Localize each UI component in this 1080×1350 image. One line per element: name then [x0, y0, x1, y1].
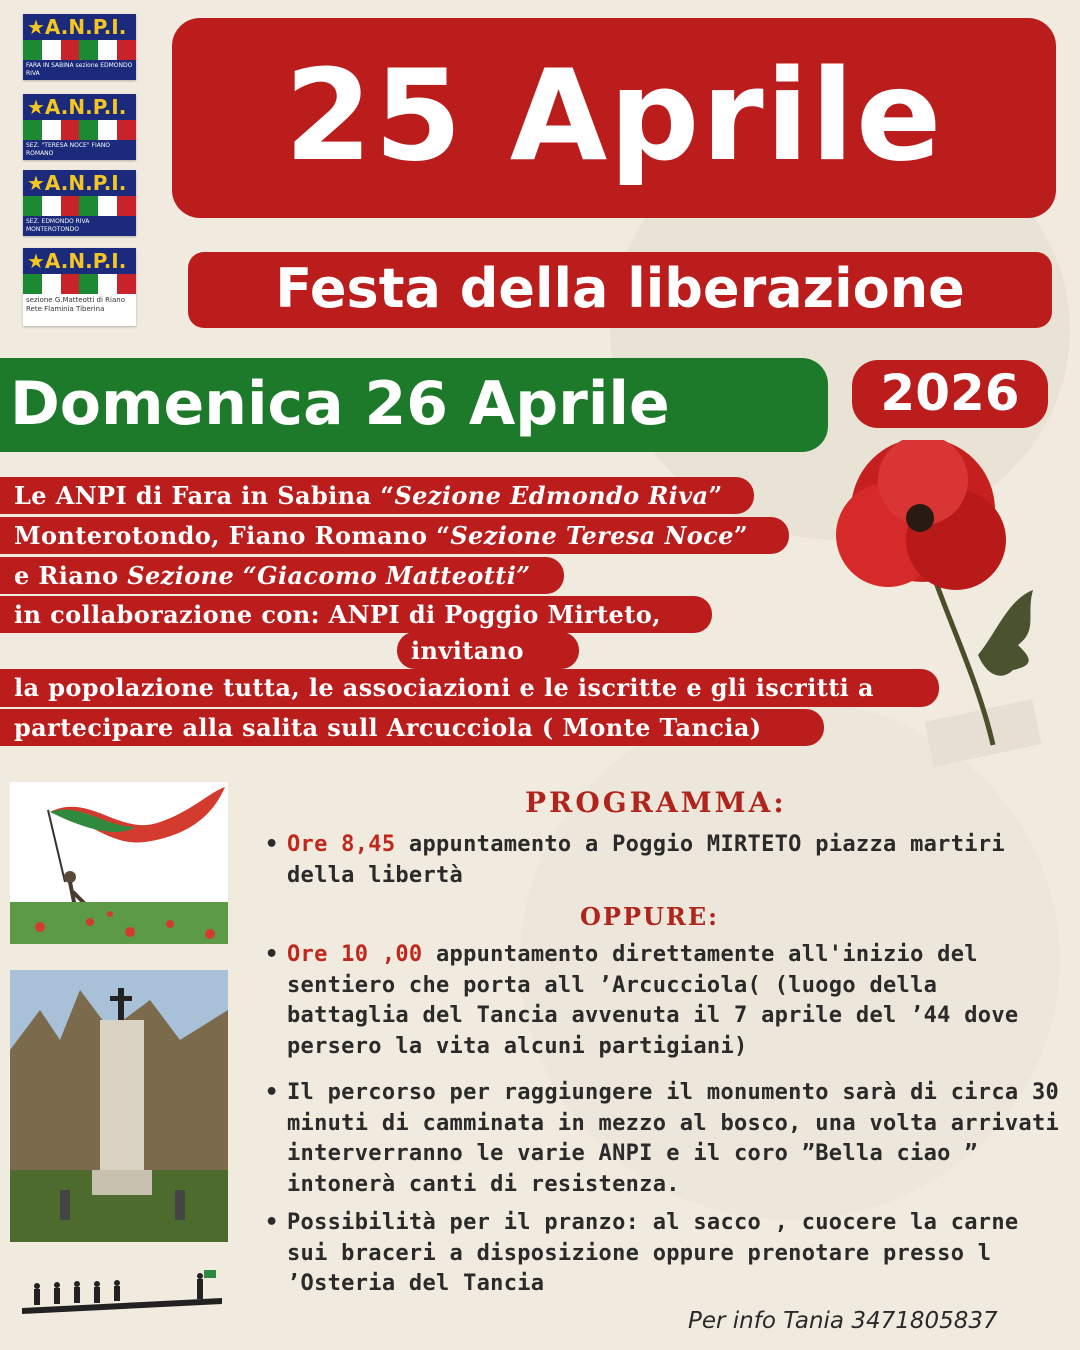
anpi-logo-fiano [23, 94, 136, 160]
logo-brand: ★A.N.P.I. [23, 248, 136, 274]
italian-flag-icon [23, 40, 136, 60]
poppy-icon [828, 440, 1078, 770]
intro-line: e Riano Sezione “Giacomo Matteotti” [0, 557, 564, 594]
program-item-4: • Possibilità per il pranzo: al sacco , cuocere la carne sui braceri a disposizione oppure prenotare presso l ’Osteria del Tancia [265, 1208, 1065, 1300]
intro-line: partecipare alla salita sull Arcucciola ( Monte Tancia) [0, 709, 824, 746]
italian-flag-icon [23, 274, 136, 294]
logo-caption: FARA IN SABINA sezione EDMONDO RIVA [23, 60, 136, 80]
contact-info: Per info Tania 3471805837 [688, 1308, 998, 1334]
anpi-logo-monterotondo [23, 170, 136, 236]
intro-line: la popolazione tutta, le associazioni e le iscritte e gli iscritti a [0, 669, 939, 707]
event-date: Domenica 26 Aprile [0, 358, 828, 452]
partisan-flag-illustration [10, 782, 228, 944]
intro-invitano: invitano [397, 632, 579, 669]
logo-brand: ★A.N.P.I. [23, 14, 136, 40]
intro-line: Le ANPI di Fara in Sabina “Sezione Edmondo Riva” [0, 477, 754, 514]
program-item-3: • Il percorso per raggiungere il monumento sarà di circa 30 minuti di camminata in mezzo al bosco, una volta arrivati interverranno le varie ANPI e il coro ”Bella ciao ” intonerà canti di resistenza. [265, 1078, 1065, 1200]
event-year: 2026 [852, 360, 1048, 428]
logo-caption: SEZ. "TERESA NOCE" FIANO ROMANO [23, 140, 136, 160]
italian-flag-icon [23, 120, 136, 140]
italian-flag-icon [23, 196, 136, 216]
program-or-label: OPPURE: [580, 902, 720, 931]
anpi-logo-riano [23, 248, 136, 326]
subtitle: Festa della liberazione [188, 252, 1052, 328]
logo-brand: ★A.N.P.I. [23, 170, 136, 196]
page-title: 25 Aprile [172, 18, 1056, 218]
intro-line: Monterotondo, Fiano Romano “Sezione Teresa Noce” [0, 517, 789, 554]
program-item-1: • Ore 8,45 appuntamento a Poggio MIRTETO piazza martiri della libertà [265, 830, 1065, 891]
program-item-2: • Ore 10 ,00 appuntamento direttamente all'inizio del sentiero che porta all ’Arcucciola( (luogo della battaglia del Tancia avvenuta il 7 aprile del ’44 dove persero la vita alcuni partigiani) [265, 940, 1065, 1062]
logo-caption: sezione G.Matteotti di Riano Rete Flaminia Tiberina [23, 294, 136, 316]
anpi-logo-fara [23, 14, 136, 80]
partisans-silhouette-icon [22, 1268, 222, 1318]
program-heading: PROGRAMMA: [525, 786, 787, 819]
monument-photo [10, 970, 228, 1242]
logo-brand: ★A.N.P.I. [23, 94, 136, 120]
intro-line: in collaborazione con: ANPI di Poggio Mirteto, [0, 596, 712, 633]
logo-caption: SEZ. EDMONDO RIVA MONTEROTONDO [23, 216, 136, 236]
